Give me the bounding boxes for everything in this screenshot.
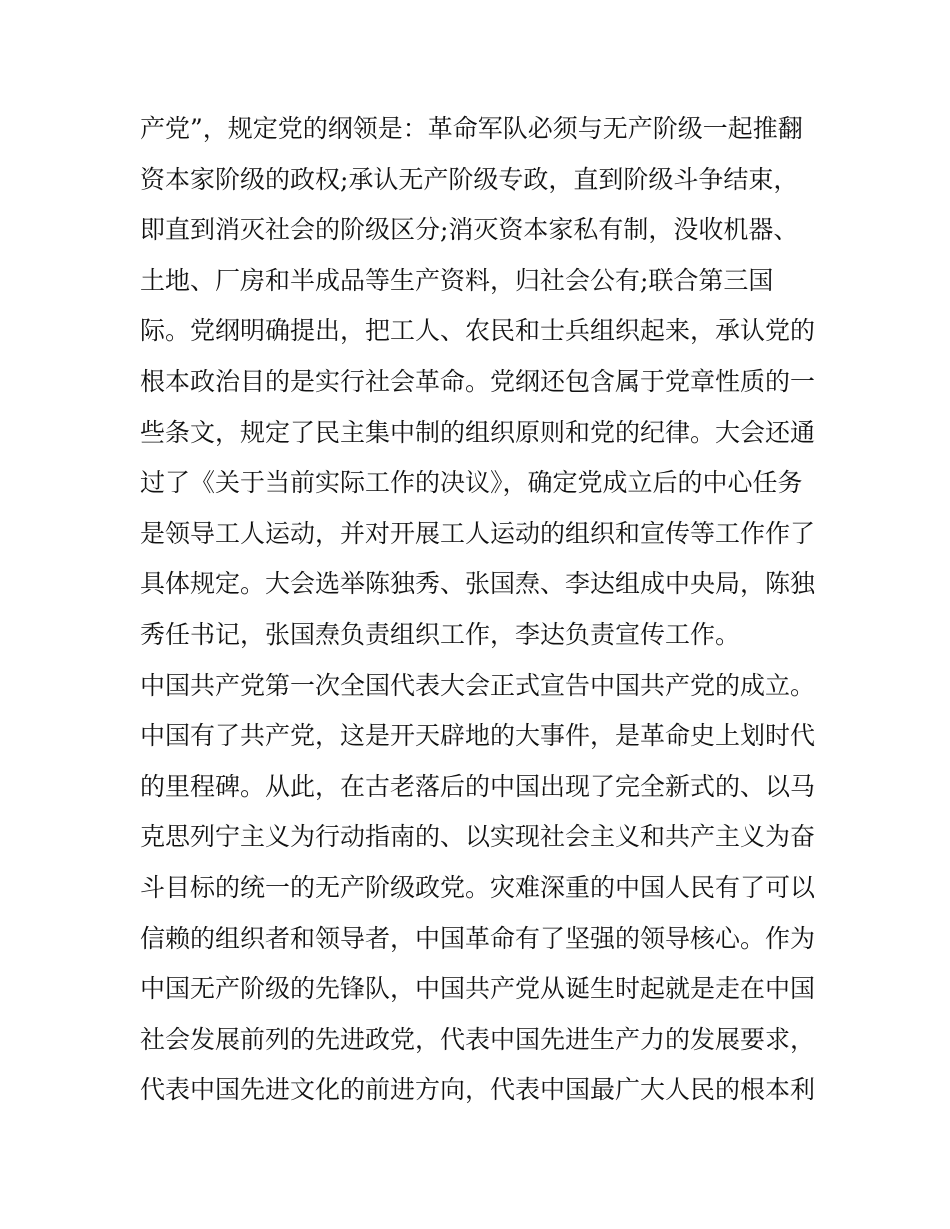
text-line: 中国无产阶级的先锋队，中国共产党从诞生时起就是走在中国 (140, 974, 816, 1004)
body-text (140, 104, 840, 1116)
text-line: 根本政治目的是实行社会革命。党纲还包含属于党章性质的一 (140, 366, 816, 396)
text-line: 即直到消灭社会的阶级区分;消灭资本家私有制，没收机器、 (140, 215, 799, 245)
text-line: 的里程碑。从此，在古老落后的中国出现了完全新式的、以马 (140, 771, 816, 801)
text-line: 些条文，规定了民主集中制的组织原则和党的纪律。大会还通 (140, 417, 816, 447)
text-line: 中国共产党第一次全国代表大会正式宣告中国共产党的成立。 (140, 670, 816, 700)
text-line: 代表中国先进文化的前进方向，代表中国最广大人民的根本利 (140, 1075, 816, 1105)
text-line: 克思列宁主义为行动指南的、以实现社会主义和共产主义为奋 (140, 822, 816, 852)
text-line: 过了《关于当前实际工作的决议》，确定党成立后的中心任务 (140, 468, 803, 498)
text-line: 秀任书记，张国焘负责组织工作，李达负责宣传工作。 (140, 619, 741, 649)
text-line: 际。党纲明确提出，把工人、农民和士兵组织起来，承认党的 (140, 316, 816, 346)
text-line: 斗目标的统一的无产阶级政党。灾难深重的中国人民有了可以 (140, 872, 816, 902)
text-line: 产党”，规定党的纲领是：革命军队必须与无产阶级一起推翻 (140, 114, 803, 143)
text-line: 信赖的组织者和领导者，中国革命有了坚强的领导核心。作为 (140, 923, 816, 953)
text-line: 资本家阶级的政权;承认无产阶级专政，直到阶级斗争结束， (140, 164, 799, 194)
text-line: 社会发展前列的先进政党，代表中国先进生产力的发展要求， (140, 1024, 816, 1054)
text-line: 是领导工人运动，并对开展工人运动的组织和宣传等工作作了 (140, 518, 816, 548)
text-line: 土地、厂房和半成品等生产资料，归社会公有;联合第三国 (140, 265, 774, 295)
text-line: 中国有了共产党，这是开天辟地的大事件，是革命史上划时代 (140, 721, 816, 751)
text-line: 具体规定。大会选举陈独秀、张国焘、李达组成中央局，陈独 (140, 569, 816, 599)
